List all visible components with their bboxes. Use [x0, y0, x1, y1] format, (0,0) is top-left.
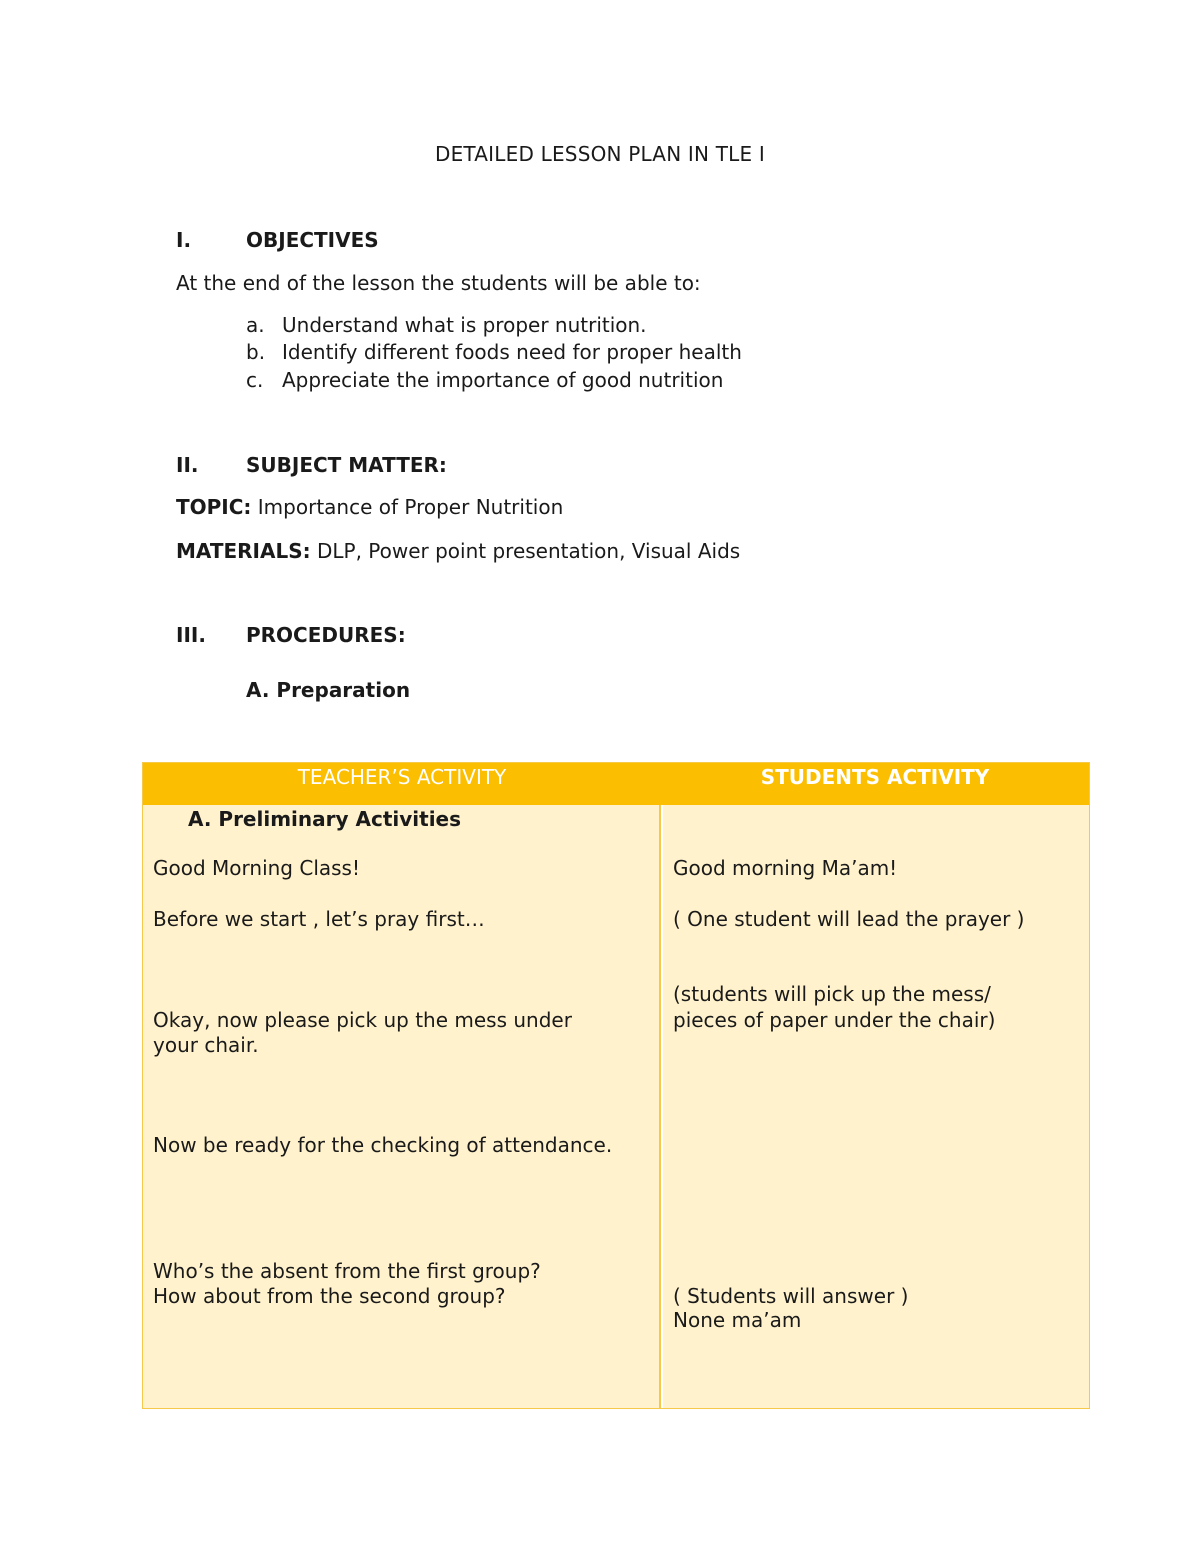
topic-line	[176, 495, 563, 519]
activity-table	[142, 762, 1090, 1409]
materials-label: MATERIALS:	[176, 539, 311, 563]
teacher-line: Before we start , let’s pray first…	[153, 907, 485, 931]
topic-label: TOPIC:	[176, 495, 252, 519]
teacher-line: your chair.	[153, 1033, 259, 1057]
procedures-heading: PROCEDURES:	[246, 623, 406, 647]
objective-letter: b.	[246, 340, 266, 364]
objective-item: Appreciate the importance of good nutrition	[282, 368, 724, 392]
objective-letter: a.	[246, 313, 265, 337]
preparation-subheading: A. Preparation	[246, 678, 411, 702]
objectives-number: I.	[176, 228, 192, 252]
objective-letter: c.	[246, 368, 264, 392]
procedures-number: III.	[176, 623, 206, 647]
objectives-intro: At the end of the lesson the students will be able to:	[176, 271, 701, 295]
student-line: pieces of paper under the chair)	[673, 1008, 996, 1032]
student-line: ( Students will answer )	[673, 1284, 909, 1308]
teacher-line: Good Morning Class!	[153, 856, 360, 880]
teacher-line: Now be ready for the checking of attendance.	[153, 1133, 613, 1157]
topic-value: Importance of Proper Nutrition	[257, 495, 564, 519]
materials-line	[176, 539, 740, 563]
subject-matter-number: II.	[176, 453, 199, 477]
student-line: Good morning Ma’am!	[673, 856, 898, 880]
teacher-activity-header: TEACHER’S ACTIVITY	[297, 765, 507, 789]
objective-item: Identify different foods need for proper health	[282, 340, 742, 364]
objectives-heading: OBJECTIVES	[246, 228, 379, 252]
teacher-line: How about from the second group?	[153, 1284, 506, 1308]
subject-matter-heading: SUBJECT MATTER:	[246, 453, 447, 477]
student-line: (students will pick up the mess/	[673, 982, 991, 1006]
students-activity-cell	[663, 805, 1089, 1408]
preliminary-activities-heading: A. Preliminary Activities	[188, 807, 462, 831]
student-line: None ma’am	[673, 1308, 802, 1332]
student-line: ( One student will lead the prayer )	[673, 907, 1025, 931]
teacher-line: Who’s the absent from the first group?	[153, 1259, 541, 1283]
teacher-line: Okay, now please pick up the mess under	[153, 1008, 572, 1032]
materials-value: DLP, Power point presentation, Visual Aids	[316, 539, 741, 563]
teacher-activity-cell	[143, 805, 661, 1408]
students-activity-header: STUDENTS ACTIVITY	[760, 765, 990, 789]
objective-item: Understand what is proper nutrition.	[282, 313, 647, 337]
table-header	[143, 763, 1089, 805]
document-title: DETAILED LESSON PLAN IN TLE I	[435, 142, 765, 166]
